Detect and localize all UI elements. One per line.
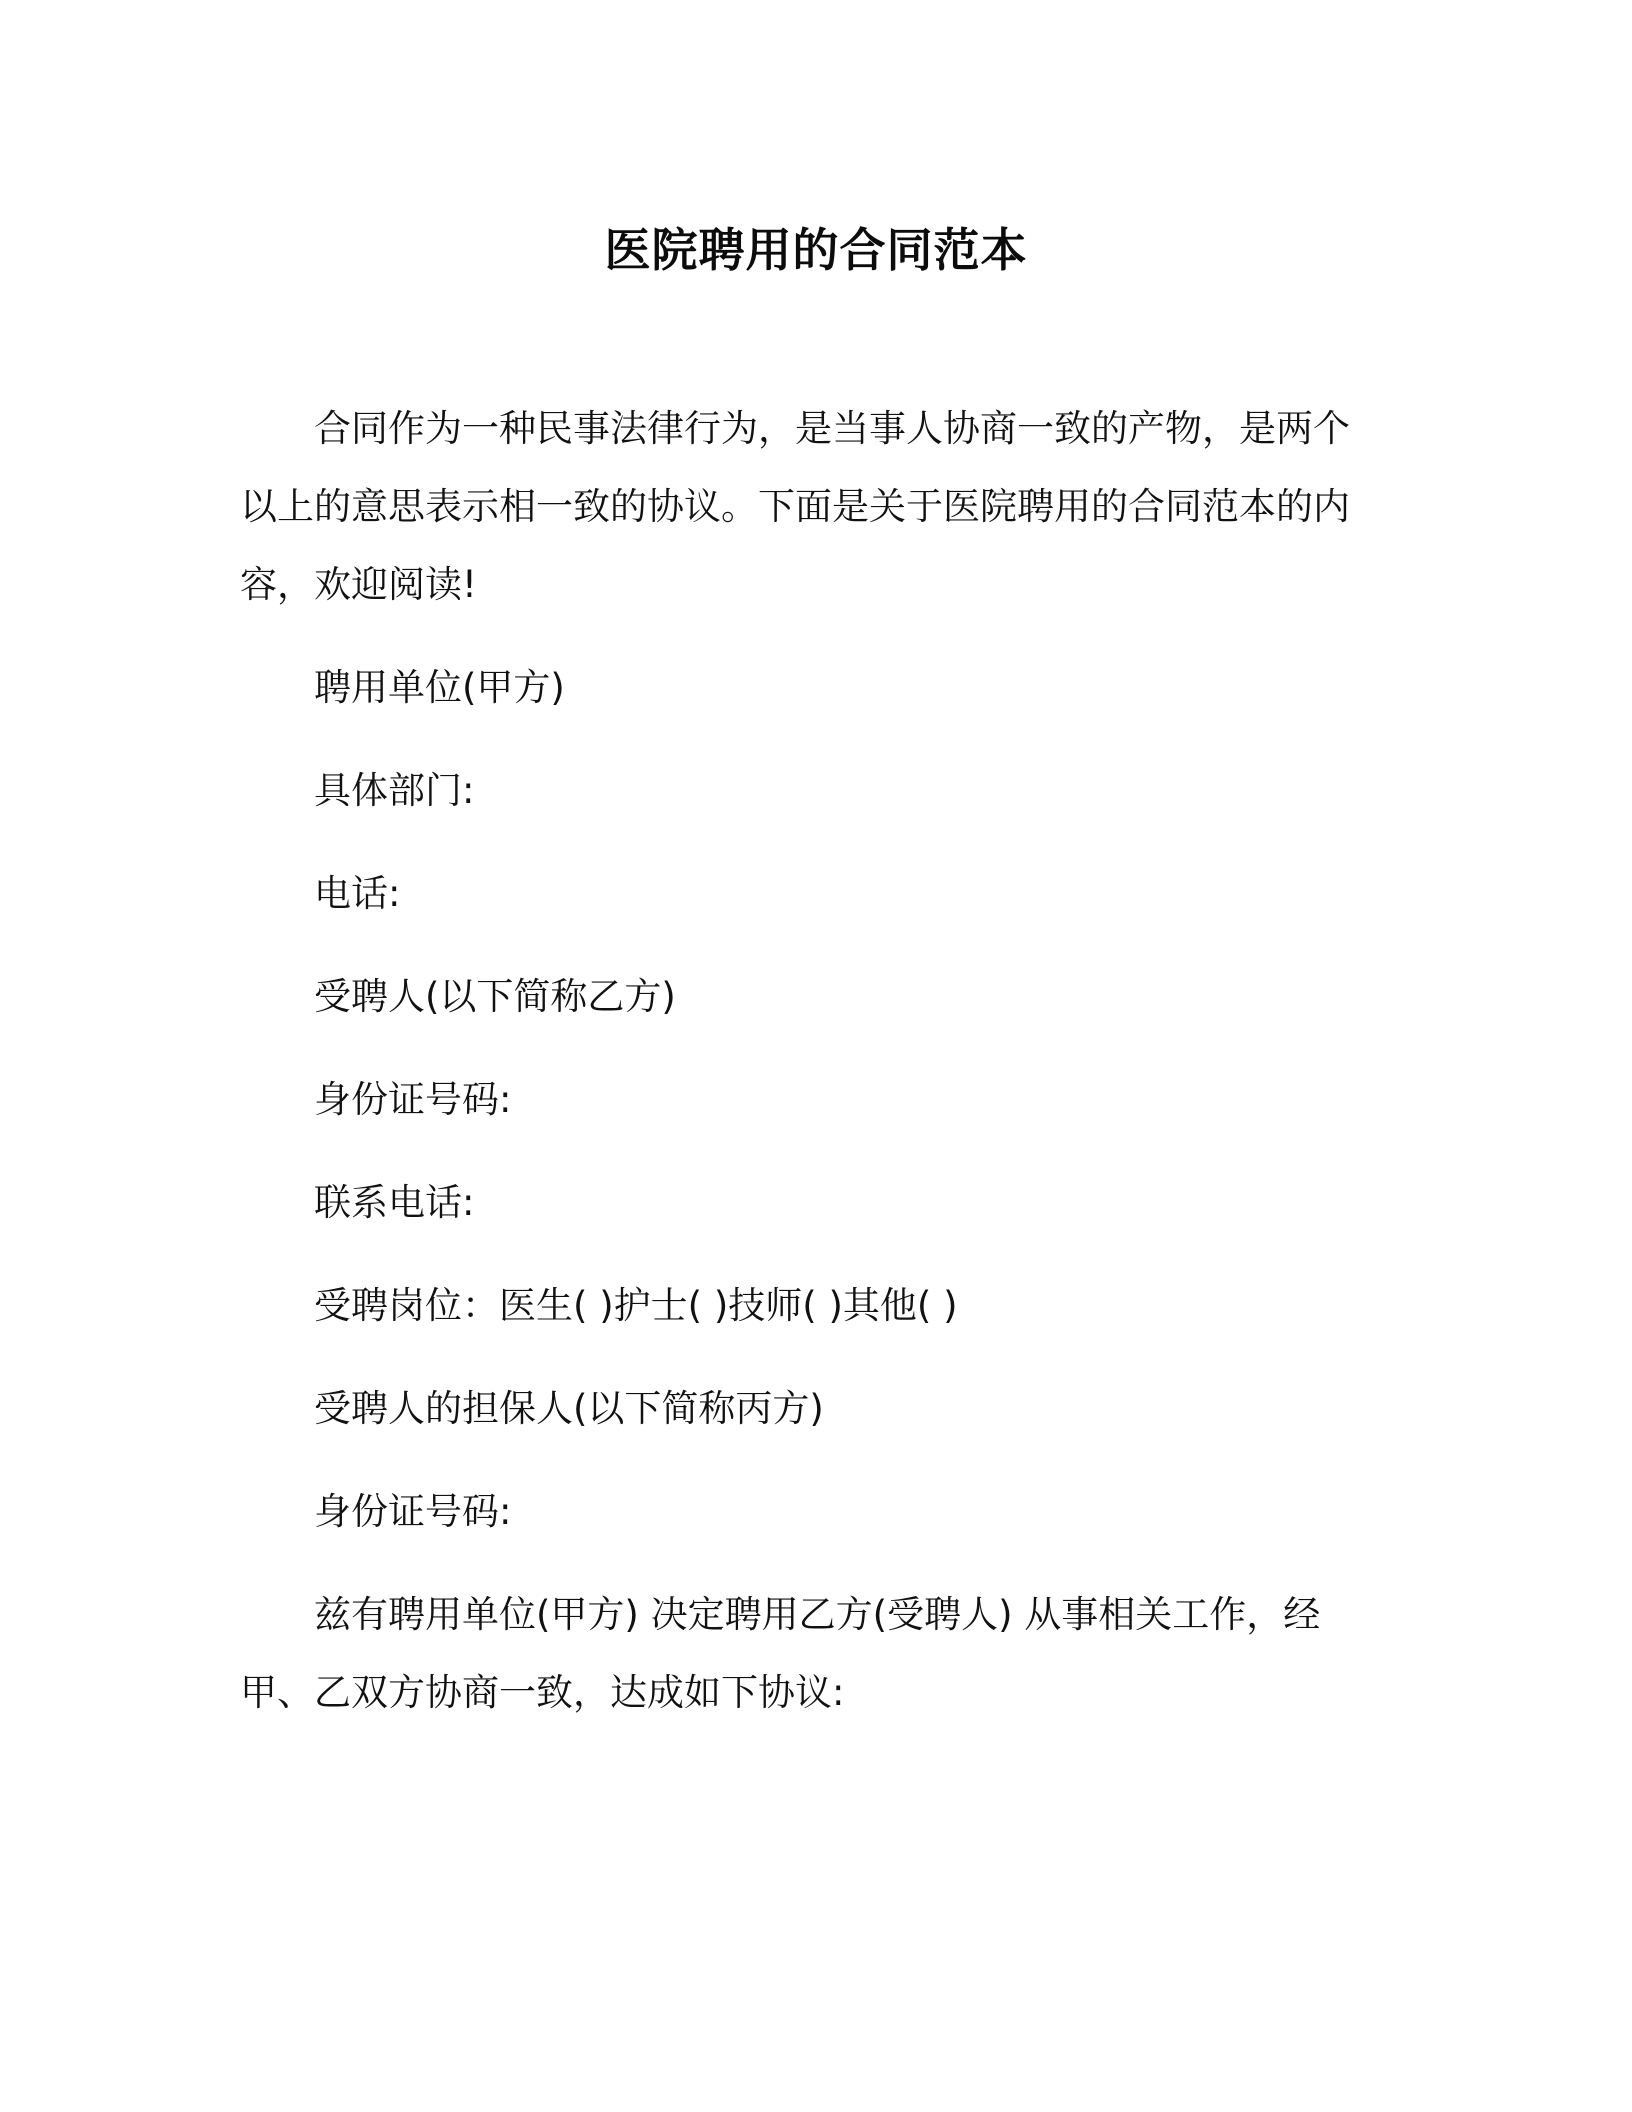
guarantor-line: 受聘人的担保人(以下简称丙方)	[314, 1387, 824, 1430]
intro-paragraph: 合同作为一种民事法律行为，是当事人协商一致的产物，是两个以上的意思表示相一致的协议。下面是关于医院聘用的合同范本的内容，欢迎阅读!	[240, 407, 1350, 606]
phone-line: 电话:	[314, 872, 401, 915]
department-line: 具体部门:	[314, 769, 475, 812]
employee-id-line: 身份证号码:	[314, 1078, 512, 1121]
agreement-paragraph: 兹有聘用单位(甲方) 决定聘用乙方(受聘人) 从事相关工作，经甲、乙双方协商一致，达成如下协议:	[240, 1593, 1321, 1714]
document-title: 医院聘用的合同范本	[604, 223, 1028, 277]
guarantor-id-line: 身份证号码:	[314, 1490, 512, 1533]
employee-line: 受聘人(以下简称乙方)	[314, 975, 676, 1018]
position-line: 受聘岗位：医生( )护士( )技师( )其他( )	[314, 1284, 958, 1327]
contact-phone-line: 联系电话:	[314, 1181, 475, 1224]
employer-line: 聘用单位(甲方)	[314, 666, 565, 709]
document-body	[240, 390, 1375, 1732]
